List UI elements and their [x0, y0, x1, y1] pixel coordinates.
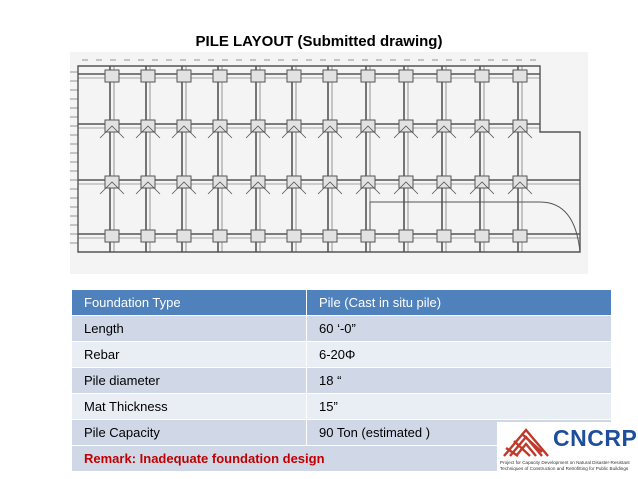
slide-title: PILE LAYOUT (Submitted drawing): [195, 33, 443, 50]
logo-name: CNCRP: [553, 425, 638, 451]
table-cell: 6-20Φ: [307, 342, 612, 368]
table-cell: 60 ‘-0”: [307, 316, 612, 342]
cncrp-logo-mark: [500, 424, 552, 460]
table-header-cell: Pile (Cast in situ pile): [307, 290, 612, 316]
table-header-row: [72, 290, 612, 316]
table-cell: Length: [72, 316, 307, 342]
cncrp-logo: [497, 422, 638, 479]
table-cell: Mat Thickness: [72, 394, 307, 420]
table-row: [72, 394, 612, 420]
table-row: [72, 342, 612, 368]
table-cell: 15”: [307, 394, 612, 420]
table-cell: Pile Capacity: [72, 420, 307, 446]
table-cell: 18 “: [307, 368, 612, 394]
pile-layout-drawing: [70, 52, 588, 274]
table-row: [72, 316, 612, 342]
table-header-cell: Foundation Type: [72, 290, 307, 316]
logo-subtitle: Project for Capacity Development on Natural Disaster-Resistant Techniques of Construction and Retrofitting for Public Buildings: [500, 460, 630, 471]
table-cell: 90 Ton (estimated ): [307, 420, 612, 446]
remark-text: Remark: Inadequate foundation design: [72, 446, 612, 472]
table-cell: Rebar: [72, 342, 307, 368]
table-cell: Pile diameter: [72, 368, 307, 394]
table-row: [72, 368, 612, 394]
